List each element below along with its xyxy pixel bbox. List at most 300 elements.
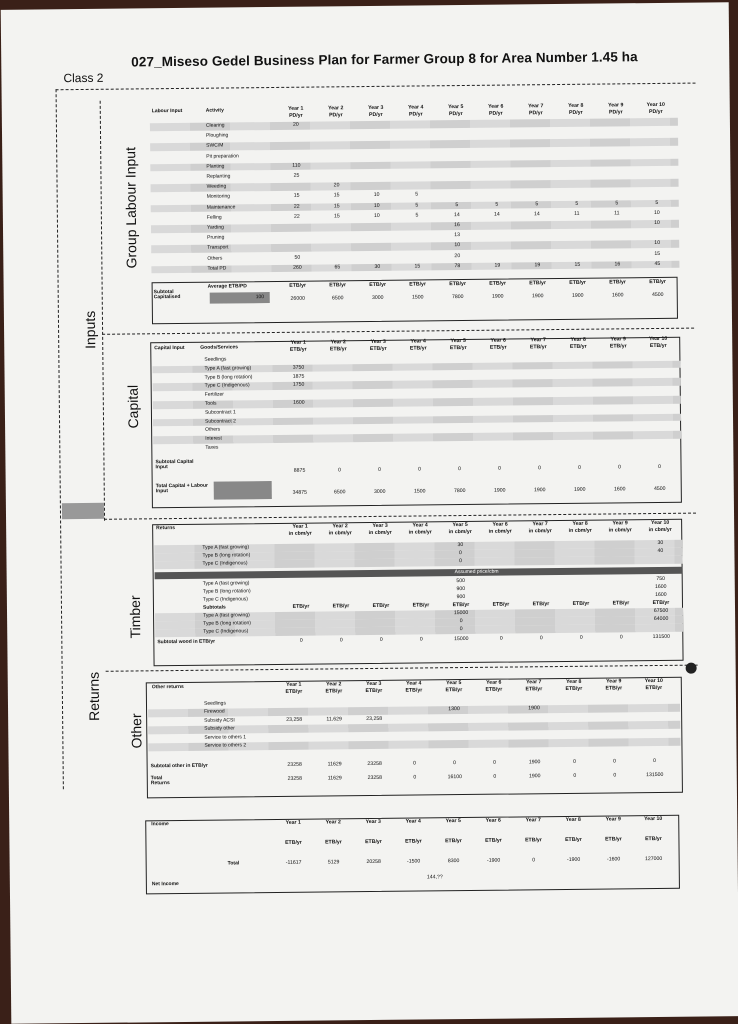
unit-header: in cbm/yr — [608, 527, 632, 534]
timber-subtotals-label: Subtotals — [202, 604, 226, 611]
labour-capital-divider — [102, 328, 694, 335]
capital-subtotal-cell: 0 — [498, 465, 502, 472]
timber-subtotal-label: Type A (fast growing) — [203, 612, 250, 619]
income-total-cell: -11617 — [285, 859, 302, 866]
total-returns-cell: 23258 — [287, 775, 303, 782]
other-subtotal-label: Subtotal other in ETB/yr — [150, 762, 208, 770]
inputs-frame-left — [100, 101, 105, 521]
wood-subtotal-cell: 131500 — [652, 633, 671, 641]
unit-header: in cbm/yr — [368, 529, 392, 537]
labour-cell: 5 — [615, 199, 619, 207]
capital-subtotal-cell: 0 — [418, 466, 422, 473]
timber-subtotal-label: Type B (long rotation) — [203, 620, 251, 627]
capital-total-cell: 7800 — [453, 487, 466, 495]
timber-price-cell: 1600 — [655, 591, 667, 599]
year-header: Year 2 — [325, 819, 341, 826]
labour-cell: 10 — [373, 192, 380, 199]
income-total-cell: 5129 — [327, 859, 340, 866]
wood-subtotal-cell: 0 — [339, 637, 343, 644]
year-header: Year 1 — [292, 523, 308, 530]
avg-label: Average ETB/PD — [207, 283, 247, 290]
unit-header: PD/yr — [409, 111, 423, 118]
year-header: Year 3 — [365, 818, 381, 826]
year-header: Year 8 — [568, 102, 584, 109]
total-returns-cell: 23258 — [367, 774, 383, 782]
other-subtotal-cell: 0 — [453, 760, 457, 767]
labour-row — [151, 220, 679, 233]
labour-cell: 14 — [453, 211, 460, 218]
subtotal-label: Subtotal Capitalised — [153, 289, 181, 301]
wood-subtotal-cell: 15000 — [454, 635, 469, 643]
other-returns-header: Other returns — [151, 683, 184, 691]
labour-cell: 14 — [533, 211, 540, 218]
unit-header: ETB/yr — [449, 344, 467, 352]
unit-header: ETB/yr — [565, 836, 582, 843]
labour-subtotal-cell: 1600 — [611, 292, 624, 299]
year-header: Year 10 — [649, 335, 668, 343]
activity-label: Replanting — [206, 173, 231, 180]
labour-cell: 20 — [333, 182, 340, 189]
capital-row — [153, 396, 681, 409]
unit-header: PD/yr — [529, 110, 543, 117]
labour-cell: 11 — [574, 210, 580, 217]
unit-header: ETB/yr — [492, 601, 510, 608]
unit-header: in cbm/yr — [528, 528, 552, 535]
capital-input-header: Capital Input — [154, 344, 185, 352]
labour-subtotal-cell: 3000 — [371, 294, 384, 301]
capital-total-label: Total Capital + Labour Input — [155, 482, 209, 495]
net-income-label: Net Income — [151, 881, 179, 888]
capital-item-label: Type B (long rotation) — [204, 373, 253, 381]
class-label: Class 2 — [63, 70, 104, 86]
labour-cell: 10 — [654, 219, 660, 227]
timber-subtotal-cell: 15000 — [453, 609, 469, 617]
other-subtotal-cell: 1900 — [528, 759, 541, 766]
income-total-cell: -1600 — [606, 856, 621, 863]
year-header: Year 5 — [452, 521, 468, 529]
unit-header: ETB/yr — [572, 600, 590, 607]
labour-cell: 110 — [292, 162, 301, 169]
timber-volume-cell: 30 — [657, 539, 664, 546]
income-total-cell: 8300 — [447, 858, 460, 865]
page-title: 027_Miseso Gedel Business Plan for Farmer Group 8 for Area Number 1.45 ha — [131, 49, 638, 70]
unit-header: PD/yr — [369, 111, 383, 118]
year-header: Year 7 — [525, 817, 541, 824]
capital-cell: 3750 — [292, 364, 305, 371]
avg-value: 100 — [255, 294, 265, 301]
group-labour-label: Group Labour Input — [122, 146, 140, 269]
wood-subtotal-cell: 0 — [539, 635, 543, 642]
labour-subtotal-cell: 6500 — [331, 295, 344, 302]
labour-cell: 5 — [575, 200, 579, 207]
capital-subtotal-cell: 0 — [658, 463, 662, 470]
unit-header: PD/yr — [609, 109, 623, 116]
unit-header: ETB/yr — [285, 839, 302, 846]
total-returns-cell: 11629 — [327, 775, 342, 782]
year-header: Year 8 — [566, 678, 582, 685]
unit-header: ETB/yr — [609, 279, 626, 286]
year-header: Year 9 — [606, 678, 622, 685]
unit-header: in cbm/yr — [488, 528, 512, 535]
labour-row — [150, 138, 678, 151]
total-returns-cell: 0 — [613, 772, 617, 779]
labour-cell: 5 — [655, 199, 659, 206]
unit-header: ETB/yr — [369, 281, 387, 288]
wood-subtotal-cell: 0 — [619, 634, 623, 641]
timber-volume-cell: 30 — [457, 542, 464, 549]
year-header: Year 2 — [332, 523, 348, 530]
unit-header: ETB/yr — [532, 601, 550, 608]
unit-header: PD/yr — [569, 109, 583, 116]
wood-subtotal-label: Subtotal wood in ETB/yr — [157, 638, 216, 646]
timber-table — [154, 519, 683, 665]
labour-cell: 5 — [415, 191, 419, 198]
wood-subtotal-cell: 0 — [499, 635, 503, 642]
unit-header: in cbm/yr — [648, 526, 672, 534]
other-item-label: Subsidy other — [204, 725, 235, 732]
year-header: Year 7 — [532, 521, 548, 528]
activity-label: Clearing — [205, 122, 225, 129]
activity-label: Yarding — [206, 224, 224, 231]
activity-label: Monitoring — [206, 193, 231, 201]
year-header: Year 4 — [410, 338, 426, 345]
labour-cell: 5 — [535, 200, 539, 207]
timber-price-cell: 1600 — [654, 583, 667, 591]
inputs-label: Inputs — [81, 310, 99, 350]
timber-price-label: Type B (long rotation) — [202, 588, 251, 595]
unit-header: ETB/yr — [365, 687, 383, 695]
other-cell: 23,258 — [366, 715, 383, 722]
year-header: Year 2 — [330, 339, 346, 346]
unit-header: ETB/yr — [605, 836, 622, 843]
capital-subtotal-cell: 0 — [458, 466, 462, 473]
other-subtotal-cell: 11629 — [327, 761, 342, 768]
capital-item-label: Subcontract 1 — [204, 409, 236, 416]
capital-total-cell: 34875 — [292, 489, 308, 496]
unit-header: ETB/yr — [409, 281, 427, 288]
labour-subtotal-cell: 4500 — [651, 291, 664, 299]
unit-header: ETB/yr — [569, 343, 587, 350]
unit-header: ETB/yr — [485, 686, 503, 693]
year-header: Year 3 — [372, 522, 388, 529]
timber-volume-cell: 0 — [459, 558, 462, 565]
other-item-label: Seedlings — [203, 700, 226, 707]
timber-price-label: Type A (fast growing) — [202, 580, 250, 587]
year-header: Year 4 — [408, 104, 424, 111]
returns-label: Returns — [85, 671, 103, 721]
activity-label: Ploughing — [206, 132, 229, 139]
year-header: Year 8 — [565, 816, 581, 823]
year-header: Year 8 — [572, 520, 588, 527]
unit-header: ETB/yr — [565, 685, 583, 692]
capital-cell: 1750 — [292, 382, 305, 389]
unit-header: PD/yr — [449, 111, 463, 118]
income-table — [147, 815, 678, 893]
year-header: Year 6 — [488, 103, 504, 110]
year-header: Year 9 — [610, 336, 626, 343]
unit-header: ETB/yr — [329, 282, 347, 289]
unit-header: ETB/yr — [449, 280, 466, 288]
unit-header: ETB/yr — [325, 839, 342, 846]
capital-total-cell: 1500 — [413, 488, 426, 495]
document-page — [1, 2, 738, 1024]
capital-item-label: Seedlings — [204, 356, 227, 363]
unit-header: PD/yr — [289, 112, 303, 119]
outer-frame-left — [56, 89, 64, 789]
activity-label: Pit preparation — [206, 152, 239, 160]
other-subtotal-cell: 23258 — [367, 760, 382, 768]
year-header: Year 6 — [485, 817, 501, 824]
unit-header: ETB/yr — [649, 278, 666, 286]
labour-row — [150, 159, 678, 172]
timber-volume-cell: 40 — [657, 547, 664, 554]
labour-cell: 78 — [454, 262, 461, 269]
total-returns-cell: 0 — [493, 773, 497, 780]
returns-header: Returns — [156, 525, 176, 532]
labour-subtotal-cell: 1900 — [531, 293, 544, 300]
labour-cell: 19 — [534, 262, 541, 269]
labour-subtotal-cell: 1900 — [571, 292, 584, 299]
year-header: Year 7 — [528, 103, 544, 110]
unit-header: ETB/yr — [649, 342, 667, 350]
capital-item-label: Interest — [205, 435, 222, 442]
capital-total-cell: 1600 — [613, 486, 626, 493]
timber-subtotal-cell: 64000 — [653, 615, 669, 623]
capital-item-label: Tools — [204, 400, 217, 407]
activity-label: SWC/M — [206, 142, 224, 150]
wood-subtotal-cell: 0 — [379, 636, 383, 643]
capital-total-box — [214, 481, 272, 500]
unit-header: ETB/yr — [409, 345, 427, 352]
year-header: Year 7 — [530, 337, 546, 344]
timber-price-cell: 900 — [456, 586, 466, 593]
year-header: Year 1 — [286, 681, 302, 688]
total-returns-cell: 0 — [413, 774, 417, 781]
other-subtotal-cell: 0 — [493, 759, 497, 766]
income-total-cell: -1500 — [406, 858, 421, 865]
capital-subtotal-cell: 0 — [378, 466, 382, 473]
labour-cell: 10 — [454, 242, 461, 249]
labour-cell: 15 — [574, 261, 581, 268]
capital-table — [152, 337, 682, 507]
labour-cell: 5 — [455, 201, 459, 208]
unit-header: ETB/yr — [645, 684, 663, 692]
unit-header: ETB/yr — [612, 600, 630, 607]
year-header: Year 10 — [644, 815, 663, 823]
total-returns-cell: 0 — [573, 772, 577, 779]
labour-cell: 22 — [293, 203, 300, 210]
labour-cell: 50 — [294, 254, 301, 261]
labour-cell: 10 — [373, 202, 380, 209]
labour-subtotal-table — [152, 279, 680, 325]
unit-header: ETB/yr — [292, 603, 310, 610]
unit-header: ETB/yr — [372, 602, 390, 609]
other-subtotal-cell: 0 — [613, 758, 617, 765]
labour-cell: 14 — [493, 211, 500, 218]
activity-label: Others — [207, 255, 223, 262]
year-header: Year 10 — [646, 101, 665, 109]
labour-row — [151, 240, 679, 253]
unit-header: ETB/yr — [325, 688, 343, 695]
activity-header: Activity — [205, 107, 224, 114]
unit-header: ETB/yr — [609, 343, 627, 350]
year-header: Year 6 — [492, 521, 508, 528]
income-total-cell: 127000 — [644, 855, 663, 863]
other-item-label: Service to others 1 — [204, 733, 247, 741]
capital-item-label: Subcontract 2 — [204, 417, 236, 425]
capital-item-label: Type C (Indigenous) — [204, 382, 250, 390]
unit-header: ETB/yr — [605, 685, 623, 692]
year-header: Year 2 — [326, 681, 342, 688]
unit-header: ETB/yr — [369, 345, 387, 352]
capital-cell: 1600 — [293, 399, 305, 406]
year-header: Year 1 — [290, 339, 306, 346]
labour-cell: 19 — [494, 262, 501, 269]
labour-row — [150, 118, 678, 131]
other-subtotal-cell: 0 — [653, 758, 657, 765]
unit-header: ETB/yr — [365, 838, 382, 846]
labour-cell: 10 — [654, 240, 661, 247]
year-header: Year 4 — [405, 818, 421, 825]
activity-label: Weeding — [206, 183, 227, 190]
other-item-label: Service to others 2 — [204, 742, 247, 749]
capital-total-cell: 1900 — [533, 487, 546, 494]
year-header: Year 7 — [526, 679, 542, 686]
unit-header: in cbm/yr — [328, 530, 352, 537]
unit-header: ETB/yr — [329, 346, 347, 353]
year-header: Year 9 — [612, 520, 628, 527]
activity-label: Maintenance — [206, 203, 236, 211]
labour-cell: 25 — [293, 172, 300, 179]
capital-total-cell: 6500 — [333, 489, 346, 496]
labour-cell: 5 — [415, 212, 419, 219]
unit-header: ETB/yr — [285, 688, 303, 695]
labour-subtotal-cell: 1900 — [491, 293, 504, 300]
timber-subtotal-cell: 0 — [459, 618, 463, 625]
year-header: Year 8 — [570, 336, 586, 343]
unit-header: PD/yr — [649, 108, 663, 116]
unit-header: ETB/yr — [569, 279, 586, 286]
unit-header: ETB/yr — [289, 282, 307, 289]
income-total-cell: -1900 — [486, 857, 501, 864]
unit-header: ETB/yr — [525, 837, 542, 844]
unit-header: in cbm/yr — [448, 528, 472, 536]
unit-header: ETB/yr — [485, 837, 502, 844]
labour-cell: 15 — [333, 213, 340, 220]
year-header: Year 3 — [370, 338, 386, 345]
other-item-label: Subsidy ACSI — [204, 717, 235, 724]
year-header: Year 4 — [406, 680, 422, 687]
labour-cell: 15 — [293, 193, 300, 200]
other-item-label: Firewood — [204, 708, 225, 716]
unit-header: ETB/yr — [445, 687, 463, 694]
unit-header: ETB/yr — [332, 603, 350, 610]
activity-label: Total PD — [207, 265, 227, 272]
year-header: Year 2 — [328, 105, 344, 112]
unit-header: in cbm/yr — [288, 530, 312, 537]
activity-label: Pruning — [207, 234, 225, 241]
timber-price-cell: 900 — [456, 594, 466, 601]
labour-table — [150, 103, 680, 299]
capital-item-label: Others — [205, 426, 221, 434]
unit-header: in cbm/yr — [408, 529, 432, 536]
unit-header: ETB/yr — [452, 601, 470, 609]
year-header: Year 10 — [650, 519, 670, 527]
capital-label: Capital — [124, 384, 142, 429]
activity-label: Felling — [206, 214, 222, 221]
unit-header: ETB/yr — [412, 602, 430, 609]
unit-header: ETB/yr — [652, 599, 670, 607]
capital-total-cell: 1900 — [493, 487, 506, 494]
labour-cell: 45 — [654, 260, 661, 267]
year-header: Year 6 — [490, 337, 506, 344]
goods-header: Goods/Services — [200, 344, 239, 351]
other-subtotal-cell: 0 — [573, 758, 577, 765]
capital-subtotal-cell: 8875 — [293, 467, 306, 474]
timber-type-label: Type C (Indigenous) — [202, 560, 248, 567]
year-header: Year 9 — [608, 102, 624, 109]
capital-cell: 1875 — [292, 373, 305, 380]
year-header: Year 5 — [445, 818, 461, 825]
outer-frame-top — [56, 83, 696, 91]
wood-subtotal-cell: 0 — [299, 637, 303, 644]
capital-item-label: Type A (fast growing) — [204, 365, 252, 372]
other-cell: 1900 — [528, 705, 540, 712]
labour-cell: 10 — [653, 209, 660, 216]
timber-price-label: Type C (Indigenous) — [202, 596, 248, 603]
labour-cell: 15 — [333, 192, 340, 199]
unit-header: ETB/yr — [489, 344, 507, 351]
labour-cell: 15 — [414, 263, 421, 270]
year-header: Year 5 — [448, 103, 464, 111]
activity-label: Transport — [207, 244, 229, 252]
labour-cell: 5 — [495, 201, 499, 208]
income-total-cell: -1900 — [566, 856, 581, 863]
labour-cell: 11 — [614, 210, 620, 217]
capital-item-label: Fertilizer — [204, 391, 224, 398]
other-cell: 23,258 — [286, 716, 303, 723]
labour-cell: 16 — [454, 222, 460, 229]
labour-cell: 260 — [293, 264, 302, 271]
income-total-label: Total — [227, 860, 240, 867]
unit-header: ETB/yr — [405, 838, 422, 845]
capital-total-cell: 1900 — [573, 486, 586, 493]
labour-subtotal-cell: 26000 — [290, 295, 306, 302]
total-returns-cell: 131500 — [646, 771, 664, 779]
income-total-cell: 0 — [532, 857, 536, 864]
timber-type-label: Type B (long rotation) — [202, 552, 251, 559]
labour-subtotal-cell: 1500 — [411, 294, 424, 301]
other-cell: 1300 — [448, 706, 460, 713]
labour-cell: 10 — [373, 212, 380, 219]
total-returns-cell: 16100 — [447, 774, 463, 781]
wood-subtotal-cell: 0 — [579, 634, 583, 641]
capital-subtotal-cell: 0 — [338, 467, 342, 474]
timber-price-cell: 500 — [456, 578, 466, 585]
labour-cell: 16 — [614, 261, 621, 268]
timber-subtotal-label: Type C (Indigenous) — [203, 628, 249, 635]
timber-subtotal-cell: 0 — [459, 626, 463, 633]
labour-cell: 13 — [454, 232, 461, 239]
unit-header: ETB/yr — [289, 346, 307, 353]
unit-header: ETB/yr — [525, 686, 543, 693]
year-header: Year 4 — [412, 522, 428, 529]
capital-subtotal-cell: 0 — [538, 465, 542, 472]
other-cell: 11,629 — [326, 716, 342, 723]
year-header: Year 5 — [450, 337, 466, 345]
other-label: Other — [128, 713, 145, 749]
year-header: Year 10 — [644, 677, 663, 685]
